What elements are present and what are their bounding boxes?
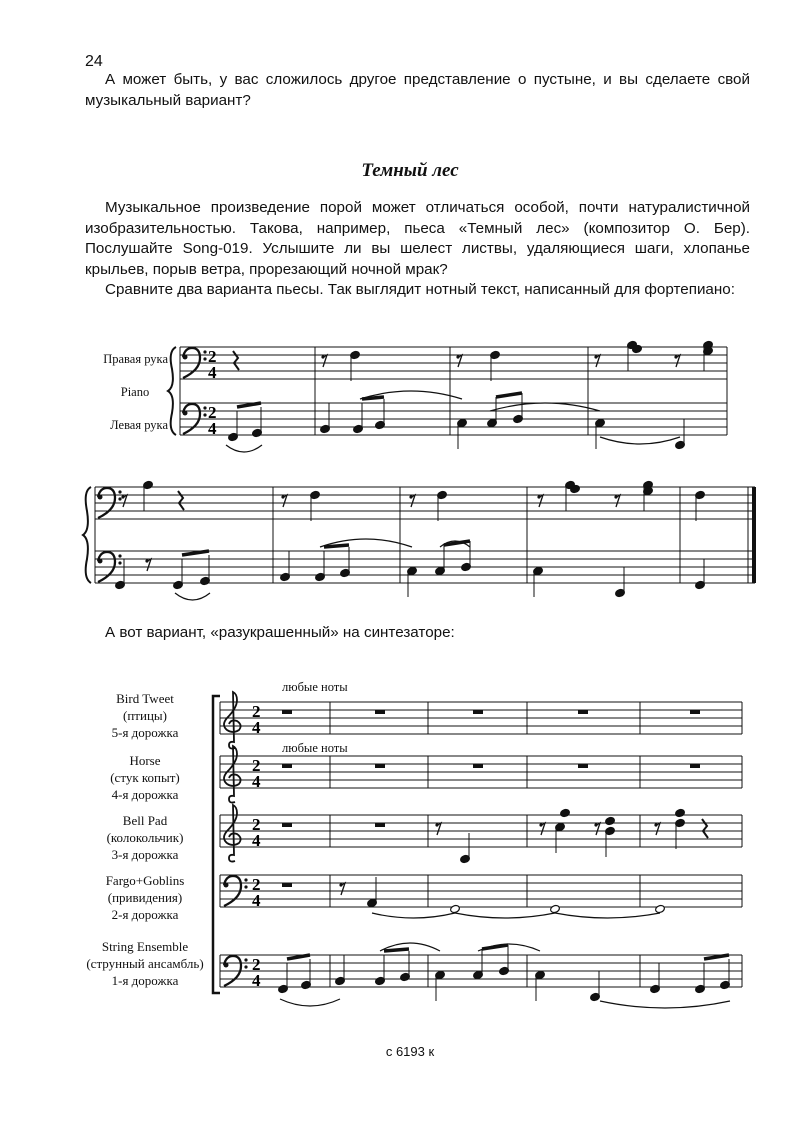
whole-rest-icon bbox=[473, 764, 483, 768]
time-signature-bottom: 4 bbox=[252, 971, 261, 990]
note-beam bbox=[287, 955, 310, 959]
eighth-rest-icon bbox=[654, 823, 657, 826]
whole-rest-icon bbox=[690, 710, 700, 714]
note-head bbox=[550, 904, 561, 913]
eighth-rest-icon bbox=[339, 883, 342, 886]
whole-rest-icon bbox=[375, 710, 385, 714]
time-signature-top: 2 bbox=[252, 702, 261, 721]
time-signature-top: 2 bbox=[208, 347, 217, 366]
bass-clef-icon bbox=[203, 406, 206, 409]
time-signature-bottom: 4 bbox=[208, 363, 217, 382]
eighth-rest-icon bbox=[537, 495, 540, 498]
label-left-hand: Левая рука bbox=[110, 418, 168, 432]
bass-clef-icon bbox=[98, 495, 103, 500]
time-signature-bottom: 4 bbox=[252, 831, 261, 850]
slur bbox=[455, 913, 555, 918]
track-label: Horse (стук копыт) 4-я дорожка bbox=[110, 753, 180, 802]
track-label: Fargo+Goblins (привидения) 2-я дорожка bbox=[105, 873, 185, 922]
whole-rest-icon bbox=[282, 823, 292, 827]
eighth-rest-icon bbox=[594, 355, 597, 358]
bass-clef-icon bbox=[244, 958, 247, 961]
time-signature-top: 2 bbox=[208, 403, 217, 422]
whole-rest-icon bbox=[282, 883, 292, 887]
bass-clef-icon bbox=[118, 497, 121, 500]
track-label: Bell Pad (колокольчик) 3-я дорожка bbox=[106, 813, 184, 862]
label-right-hand: Правая рука bbox=[103, 352, 168, 366]
whole-rest-icon bbox=[375, 764, 385, 768]
whole-rest-icon bbox=[690, 764, 700, 768]
note-beam bbox=[496, 393, 522, 397]
intro-text: А может быть, у вас сложилось другое представление о пустыне, и вы сделаете свой музыкальный вариант? bbox=[85, 71, 750, 109]
bass-clef-icon bbox=[183, 355, 188, 360]
treble-clef-icon bbox=[224, 746, 241, 803]
note-head bbox=[450, 904, 461, 913]
slur bbox=[372, 913, 455, 918]
bass-clef-icon bbox=[118, 490, 121, 493]
note-head bbox=[675, 808, 686, 817]
eighth-rest-icon bbox=[145, 559, 148, 562]
whole-rest-icon bbox=[473, 710, 483, 714]
eighth-rest-icon bbox=[435, 823, 438, 826]
time-signature-bottom: 4 bbox=[252, 718, 261, 737]
label-piano: Piano bbox=[120, 385, 150, 399]
whole-rest-icon bbox=[578, 710, 588, 714]
eighth-rest-icon bbox=[456, 355, 459, 358]
brace bbox=[83, 487, 91, 583]
bass-clef-icon bbox=[244, 878, 247, 881]
time-signature-top: 2 bbox=[252, 815, 261, 834]
note-head bbox=[655, 904, 666, 913]
slur bbox=[600, 1001, 730, 1008]
slur bbox=[280, 999, 340, 1006]
slur bbox=[226, 445, 262, 452]
bass-clef-icon bbox=[118, 554, 121, 557]
note-head bbox=[605, 816, 616, 825]
note-beam bbox=[324, 545, 349, 547]
bass-clef-icon bbox=[118, 561, 121, 564]
treble-clef-icon bbox=[224, 692, 241, 749]
slur bbox=[600, 437, 680, 444]
bass-clef-icon bbox=[224, 883, 229, 888]
eighth-rest-icon bbox=[409, 495, 412, 498]
bass-clef-icon bbox=[244, 885, 247, 888]
track-label: Bird Tweet (птицы) 5-я дорожка bbox=[111, 691, 179, 740]
whole-rest-icon bbox=[282, 710, 292, 714]
quarter-rest-icon bbox=[233, 351, 239, 370]
slur bbox=[555, 913, 660, 918]
annotation: любые ноты bbox=[282, 741, 348, 755]
treble-clef-icon bbox=[224, 805, 241, 862]
section-title: Темный лес bbox=[361, 160, 459, 181]
note-beam bbox=[704, 955, 729, 959]
quarter-rest-icon bbox=[178, 491, 184, 510]
time-signature-top: 2 bbox=[252, 756, 261, 775]
eighth-rest-icon bbox=[594, 823, 597, 826]
bass-clef-icon bbox=[224, 963, 229, 968]
footer-code: с 6193 к bbox=[385, 1044, 435, 1059]
eighth-rest-icon bbox=[614, 495, 617, 498]
note-head bbox=[560, 808, 571, 817]
eighth-rest-icon bbox=[121, 495, 124, 498]
track-label: String Ensemble (струнный ансамбль) 1-я дорожка bbox=[86, 939, 204, 988]
synth-intro bbox=[85, 623, 750, 644]
bass-clef-icon bbox=[203, 413, 206, 416]
paragraph: Музыкальное произведение порой может отличаться особой, почти натуралистичной изобразительностью. Такова, например, пьеса «Темный лес» (композитор О. Бер). Послушайте Song-019. Услышите ли вы шелест листвы, удаляющиеся шаги, хлопанье крыльев, порыв ветра, прорезающий ночной мрак? bbox=[85, 199, 750, 278]
eighth-rest-icon bbox=[281, 495, 284, 498]
annotation: любые ноты bbox=[282, 680, 348, 694]
eighth-rest-icon bbox=[674, 355, 677, 358]
bass-clef-icon bbox=[203, 357, 206, 360]
quarter-rest-icon bbox=[702, 819, 708, 838]
note-beam bbox=[237, 403, 261, 407]
note-beam bbox=[182, 551, 209, 555]
time-signature-top: 2 bbox=[252, 875, 261, 894]
bass-clef-icon bbox=[183, 411, 188, 416]
bass-clef-icon bbox=[203, 350, 206, 353]
bass-clef-icon bbox=[244, 965, 247, 968]
synth-intro-text: А вот вариант, «разукрашенный» на синтезаторе: bbox=[105, 624, 455, 641]
time-signature-bottom: 4 bbox=[252, 772, 261, 791]
paragraph: Сравните два варианта пьесы. Так выглядит нотный текст, написанный для фортепиано: bbox=[105, 281, 735, 298]
page-number: 24 bbox=[85, 53, 103, 70]
whole-rest-icon bbox=[375, 823, 385, 827]
bass-clef-icon bbox=[98, 559, 103, 564]
eighth-rest-icon bbox=[321, 355, 324, 358]
whole-rest-icon bbox=[578, 764, 588, 768]
slur bbox=[175, 593, 210, 600]
time-signature-bottom: 4 bbox=[208, 419, 217, 438]
eighth-rest-icon bbox=[539, 823, 542, 826]
slur bbox=[490, 403, 600, 411]
time-signature-bottom: 4 bbox=[252, 891, 261, 910]
note-beam bbox=[384, 949, 409, 951]
time-signature-top: 2 bbox=[252, 955, 261, 974]
whole-rest-icon bbox=[282, 764, 292, 768]
